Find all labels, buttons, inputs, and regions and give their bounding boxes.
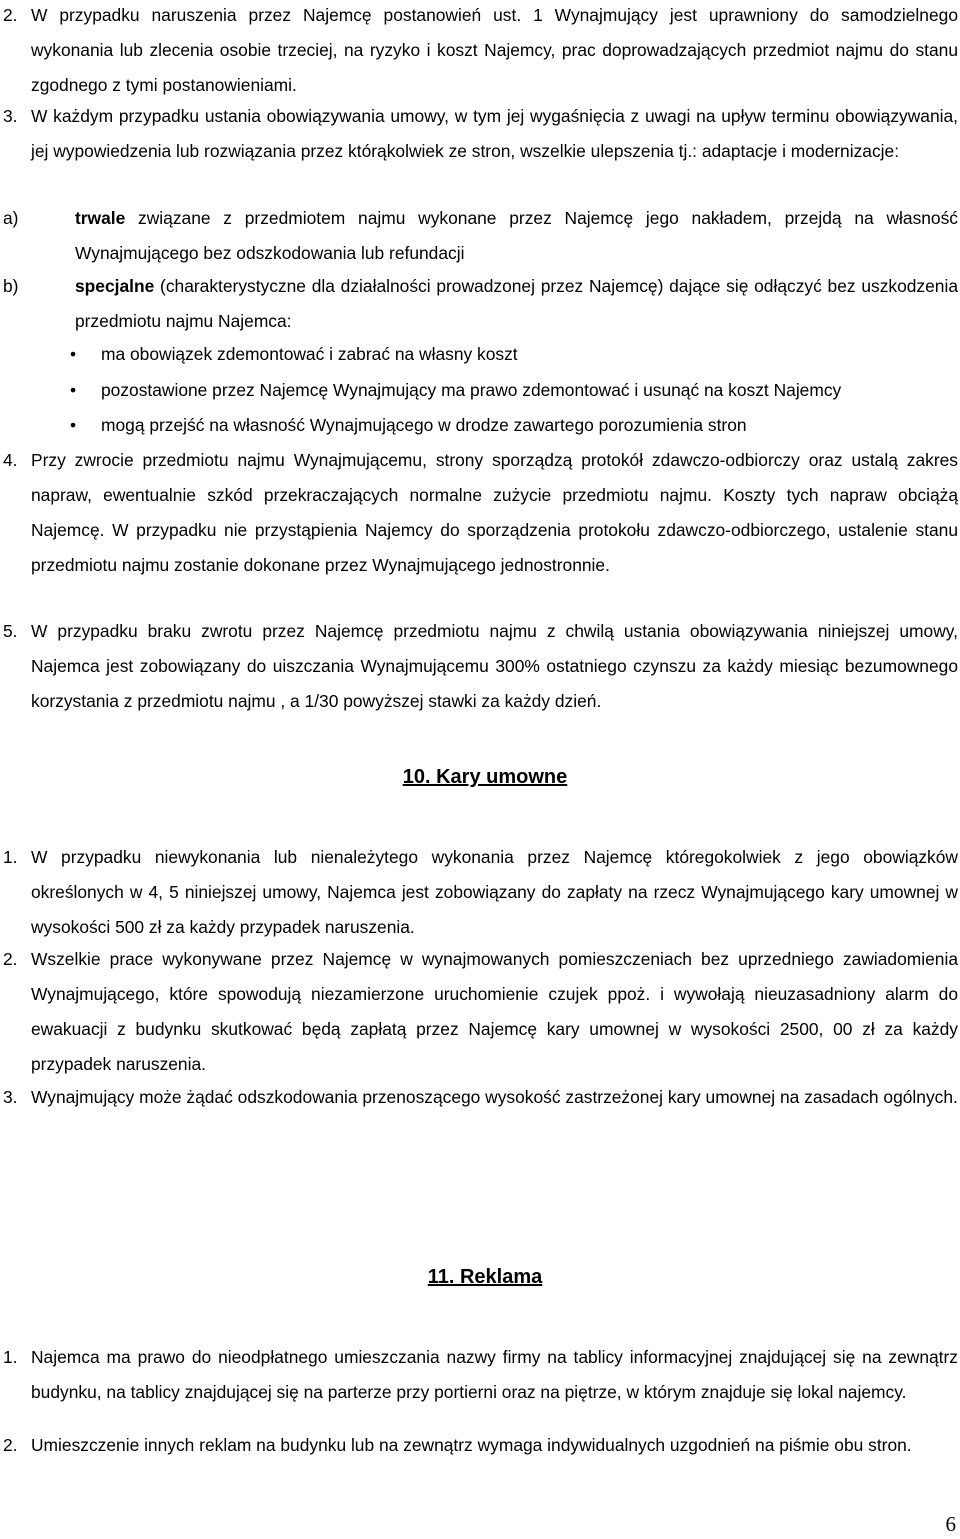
bullet-item [70,337,958,372]
bullet-dot-icon: • [70,344,77,364]
clause-11-2 [3,1428,958,1463]
subclause-keyword: specjalne [75,276,155,296]
subclause-keyword: trwale [75,208,126,228]
clause-number: 5. [3,621,18,641]
subclause-body: związane z przedmiotem najmu wykonane przez Najemcę jego nakładem, przejdą na własność Wynajmującego bez odszkodowania lub refundacji [75,208,958,263]
subclause-label: b) [3,276,19,296]
bullet-item [70,408,958,443]
clause-number: 1. [3,1347,18,1367]
subclause-text [75,201,958,271]
clause-11-1 [3,1340,958,1410]
bullet-text: ma obowiązek zdemontować i zabrać na własny koszt [101,344,518,364]
clause-9-4 [3,443,958,583]
clause-text: Umieszczenie innych reklam na budynku lub na zewnątrz wymaga indywidualnych uzgodnień na piśmie obu stron. [31,1435,912,1455]
bullet-item [70,373,958,408]
bullet-text: mogą przejść na własność Wynajmującego w drodze zawartego porozumienia stron [101,415,747,435]
bullet-text: pozostawione przez Najemcę Wynajmujący ma prawo zdemontować i usunąć na koszt Najemcy [101,380,842,400]
section-heading-kary-umowne [0,762,960,792]
bullet-dot-icon: • [70,415,77,435]
clause-text: W przypadku naruszenia przez Najemcę postanowień ust. 1 Wynajmujący jest uprawniony do samodzielnego wykonania lub zlecenia osobie trzeciej, na ryzyko i koszt Najemcy, prac doprowadzających przedmiot najmu do stanu zgodnego z tymi postanowieniami. [31,5,958,95]
subclause-text [75,269,958,339]
clause-10-3 [3,1080,958,1115]
clause-text: W każdym przypadku ustania obowiązywania umowy, w tym jej wygaśnięcia z uwagi na upływ terminu obowiązywania, jej wypowiedzenia lub rozwiązania przez którąkolwiek ze stron, wszelkie ulepszenia tj.: adaptacje i modernizacje: [31,106,958,161]
page-number: 6 [945,1512,956,1536]
subclause-a [3,201,958,271]
clause-number: 2. [3,5,18,25]
clause-10-1 [3,840,958,945]
clause-9-2 [3,0,958,103]
clause-number: 2. [3,1435,18,1455]
section-heading-reklama [0,1262,960,1292]
clause-number: 4. [3,450,18,470]
clause-text: Wszelkie prace wykonywane przez Najemcę w wynajmowanych pomieszczeniach bez uprzedniego zawiadomienia Wynajmującego, które spowodują niezamierzone uruchomienie czujek ppoż. i wywołają nieuzasadniony alarm do ewakuacji z budynku skutkować będą zapłatą przez Najemcę kary umownej w wysokości 2500, 00 zł za każdy przypadek naruszenia. [31,949,958,1074]
bullet-dot-icon: • [70,380,77,400]
clause-number: 1. [3,847,18,867]
clause-text: W przypadku niewykonania lub nienależytego wykonania przez Najemcę któregokolwiek z jego obowiązków określonych w 4, 5 niniejszej umowy, Najemca jest zobowiązany do zapłaty na rzecz Wynajmującego kary umownej w wysokości 500 zł za każdy przypadek naruszenia. [31,847,958,937]
subclause-b [3,269,958,339]
clause-10-2 [3,942,958,1082]
clause-9-3 [3,99,958,169]
subclause-label: a) [3,208,19,228]
section-heading-text: 11. Reklama [427,1266,543,1288]
section-heading-text: 10. Kary umowne [402,766,568,788]
clause-number: 2. [3,949,18,969]
subclause-body: (charakterystyczne dla działalności prowadzonej przez Najemcę) dające się odłączyć bez uszkodzenia przedmiotu najmu Najemca: [75,276,958,331]
clause-text: Wynajmujący może żądać odszkodowania przenoszącego wysokość zastrzeżonej kary umownej na zasadach ogólnych. [31,1087,958,1107]
clause-9-5 [3,614,958,719]
clause-text: W przypadku braku zwrotu przez Najemcę przedmiotu najmu z chwilą ustania obowiązywania niniejszej umowy, Najemca jest zobowiązany do uiszczania Wynajmującemu 300% ostatniego czynszu za każdy miesiąc bezumownego korzystania z przedmiotu najmu , a 1/30 powyższej stawki za każdy dzień. [31,621,958,711]
clause-text: Przy zwrocie przedmiotu najmu Wynajmującemu, strony sporządzą protokół zdawczo-odbiorczy oraz ustalą zakres napraw, ewentualnie szkód przekraczających normalne zużycie przedmiotu najmu. Koszty tych napraw obciążą Najemcę. W przypadku nie przystąpienia Najemcy do sporządzenia protokołu zdawczo-odbiorczego, ustalenie stanu przedmiotu najmu zostanie dokonane przez Wynajmującego jednostronnie. [31,450,958,575]
clause-number: 3. [3,1087,18,1107]
clause-text: Najemca ma prawo do nieodpłatnego umieszczania nazwy firmy na tablicy informacyjnej znajdującej się na zewnątrz budynku, na tablicy znajdującej się na parterze przy portierni oraz na piętrze, w którym znajduje się lokal najemcy. [31,1347,958,1402]
clause-number: 3. [3,106,18,126]
